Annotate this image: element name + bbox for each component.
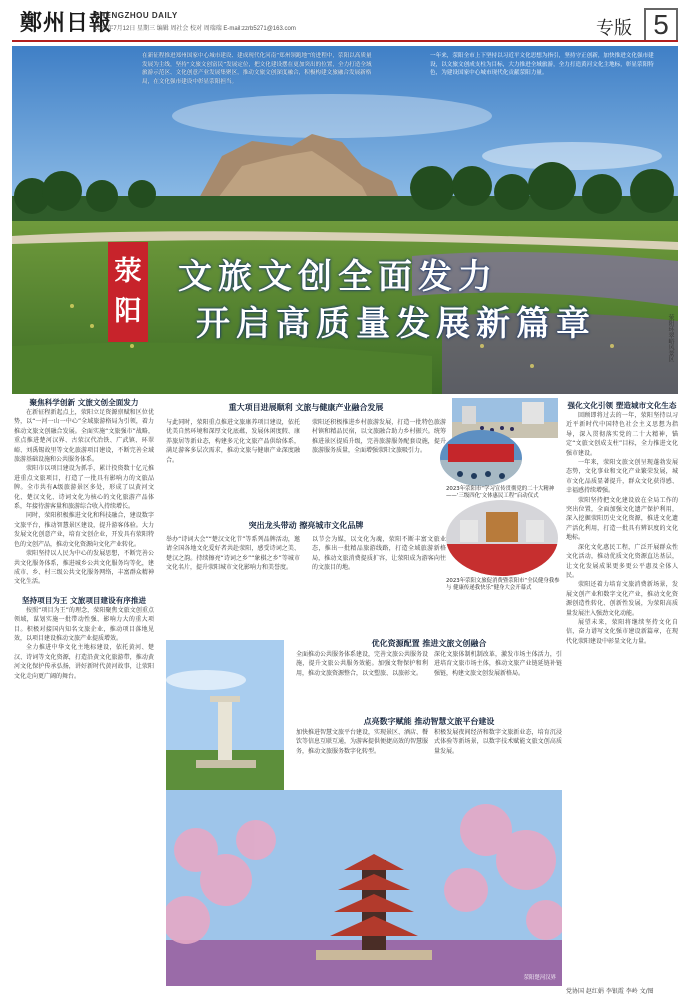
event-photo-round-1 [440, 430, 522, 486]
headline-line-2: 开启高质量发展新篇章 [196, 304, 596, 344]
page-number: 5 [644, 8, 678, 42]
paragraph: 在新征程新起点上，荥阳立足资源禀赋和区位优势，以“一河一山一中心”全域旅游格局为引领，着力推动文旅文创融合发展。全面实施“文旅强市”战略，重点推进楚河汉界、古荥汉代冶铁、广武镇、环翠峪、刘禹锡故里等文化旅游项目建设，不断完善全域旅游基础设施和公共服务体系。 [14, 409, 154, 464]
newspaper-logo-english: ZHENGZHOU DAILY [94, 11, 178, 20]
mid-column: 积极发展夜间经济和数字文旅新业态，培育沉浸式体验等新场景，以数字技术赋能文旅文创高质量发展。 [434, 729, 562, 755]
mid-section-title-3: 优化资源配置 推进文旅文创融合 [371, 639, 487, 648]
mid-section-title-4: 点亮数字赋能 推动智慧文旅平台建设 [363, 717, 495, 726]
right-column-title: 强化文化引领 塑造城市文化生态 [567, 401, 677, 410]
mid-column: 与此同时，荥阳重点推进文旅康养项目建设，依托优美自然环境和深厚文化底蕴，发展休闲度假、康养旅居等新业态，构建多元化文旅产品供给体系，满足游客多层次需求，推动文旅与健康产业深度融合。 [166, 419, 300, 464]
mid-section-title-1: 重大项目进展顺利 文旅与健康产业融合发展 [228, 403, 384, 412]
left-column-title: 聚焦科学创新 文旅文创全面发力 [29, 398, 139, 407]
paragraph: 荥阳坚持以人民为中心的发展思想，不断完善公共文化服务体系，推进城乡公共文化服务均等化，建成市、乡、村三级公共文化服务网络，丰富群众精神文化生活。 [14, 550, 154, 586]
paragraph: 回顾即将过去的一年，荥阳坚持以习近平新时代中国特色社会主义思想为指导，深入贯彻落实党的二十大精神，锚定“文旅文创成支柱”目标，全力推进文化强市建设。 [566, 412, 678, 457]
mid-column: 全面推动公共服务体系建设，完善文旅公共服务设施，提升文旅公共服务效能。加强文物保护和利用，推动文旅资源整合，以文塑旅、以旅彰文。 [296, 651, 428, 677]
mid-column: 深化文旅体制机制改革，激发市场主体活力，引进培育文旅市场主体，推动文旅产业链延链补链强链，构建文旅文创发展新格局。 [434, 651, 562, 677]
pagoda-photo [166, 790, 562, 986]
paragraph: 按照“项目为王”的理念，荥阳聚焦文旅文创重点领域，谋划实施一批带动性强、影响力大的重大项目。积极对接国内知名文旅企业，推动项目落地见效，以项目建设推动文旅产业提质增效。 [14, 606, 154, 642]
issue-info: 2023年7月12日 星期三 编辑 周社会 校对 周瑞瑞 E-mail:zzrb5271@163.com [94, 26, 296, 32]
header-rule [12, 40, 678, 42]
paragraph: 荥阳市以项目建设为抓手，累计投资数十亿元推进重点文旅项目，打造了一批具有影响力的文旅品牌。全市共有A级旅游景区多处，形成了以黄河文化、楚汉文化、诗词文化为核心的文化旅游产品体系，年接待游客量和旅游综合收入持续增长。 [14, 465, 154, 511]
headline-line-1: 文旅文创全面发力 [178, 257, 498, 297]
paragraph: 展望未来，荥阳将继续坚持文化自信，奋力谱写文化强市建设新篇章，在现代化荥阳建设中彰显文化力量。 [566, 618, 678, 645]
mid-column: 以节会为媒，以文化为魂，荥阳不断丰富文旅业态，推出一批精品旅游线路，打造全域旅游新格局，推动文旅消费提质扩容，让荥阳成为游客向往的文旅目的地。 [312, 536, 446, 572]
hero-photo-caption: 荥阳环翠峪风景区 [667, 314, 674, 362]
mid-column: 举办“诗词大会”“楚汉文化节”等系列品牌活动，邀请全国各地文化爱好者共赴荥阳，感受诗词之美、楚汉之韵。持续擦亮“诗词之乡”“象棋之乡”等城市文化名片，提升荥阳城市文化影响力和美誉度。 [166, 536, 300, 572]
paragraph: 同时，荥阳积极推进文化和科技融合，建设数字文旅平台，推动智慧景区建设，提升游客体验。大力发展文化创意产业，培育文创企业，开发具有荥阳特色的文创产品，推动文化资源向文化产业转化。 [14, 512, 154, 548]
photo-caption: 2023年荥阳市“学习宣传贯彻党的二十大精神——‘三级四化’文体惠民工程”启动仪式 [446, 486, 555, 500]
paragraph: 深化文化惠民工程，广泛开展群众性文化活动，推动优质文化资源直达基层，让文化发展成果更多更公平惠及全体人民。 [566, 543, 678, 579]
mid-column: 荥阳还积极推进乡村旅游发展，打造一批特色旅游村镇和精品民宿，以文旅融合助力乡村振兴。统筹推进景区提质升级，完善旅游服务配套设施，提升旅游服务质量，全面增强荥阳文旅吸引力。 [312, 419, 446, 455]
paragraph: 一年来，荥阳文旅文创呈现蓬勃发展态势，文化事业和文化产业繁荣发展，城市文化品质显著提升，群众文化获得感、幸福感持续增强。 [566, 459, 678, 495]
hero-intro-left: 在新征程推进郑州国家中心城市建设、建成现代化河南“郑州领跑地”的进程中，荥阳以高质量发展为主线，坚持“文旅文创富民”发展定位，把文化建设摆在更加突出的位置，全力打造全域旅游示范区、文化创意产业发展集聚区，推动文旅文创深度融合，积极构建文旅融合发展新格局，在文化强市建设中彰显荥阳担当。 [142, 53, 372, 85]
city-label: 荥阳 [108, 242, 148, 342]
section-label: 专版 [596, 18, 632, 39]
right-column [566, 400, 678, 990]
landmark-photo [166, 640, 284, 810]
left-column-title-2: 坚持项目为王 文旅项目建设有序推进 [21, 595, 147, 605]
hero-banner [12, 46, 678, 394]
photo-caption: 荥阳楚河汉界 [523, 974, 556, 981]
photo-caption: 2023年荥阳文旅促消费暨荥阳市“全民健身我参与 健康传递我快乐”健身大会开幕式 [446, 578, 560, 592]
left-column [14, 397, 154, 987]
paragraph: 荥阳还着力培育文旅消费新场景，发展文创产业和数字文化产业，推动文化资源创造性转化、创新性发展，为荥阳高质量发展注入强劲文化动能。 [566, 581, 678, 617]
byline: 党协国 赵红娟 李银霞 李岭 文/图 [566, 988, 654, 995]
hero-intro-right: 一年来，荥阳全市上下坚持以习近平文化思想为指引，坚持守正创新，加快推进文化强市建设，以文旅文创成支柱为目标，大力推进全域旅游，全力打造黄河文化主地标，彰显荥阳特色，为建设国家中心城市现代化贡献荥阳力量。 [430, 53, 654, 77]
paragraph: 荥阳坚持把文化建设放在全局工作的突出位置，全面加强文化遗产保护利用，深入挖掘荥阳历史文化资源，推进文化遗产活化利用，打造一批具有辨识度的文化地标。 [566, 496, 678, 542]
mid-column: 加快推进智慧文旅平台建设，实现景区、酒店、餐饮等信息互联互通，为游客提供便捷高效的智慧服务，推动文旅服务数字化转型。 [296, 729, 428, 755]
event-photo-round-2 [446, 500, 558, 576]
newspaper-logo: 鄭州日報 [20, 10, 113, 36]
paragraph: 全力推进中华文化主地标建设，依托黄河、楚汉、诗词等文化资源，打造沿黄文化旅游带，推动黄河文化保护传承弘扬，讲好新时代黄河故事，让荥阳文化走向更广阔的舞台。 [14, 644, 154, 680]
mid-section-title-2: 突出龙头带动 擦亮城市文化品牌 [248, 521, 364, 530]
